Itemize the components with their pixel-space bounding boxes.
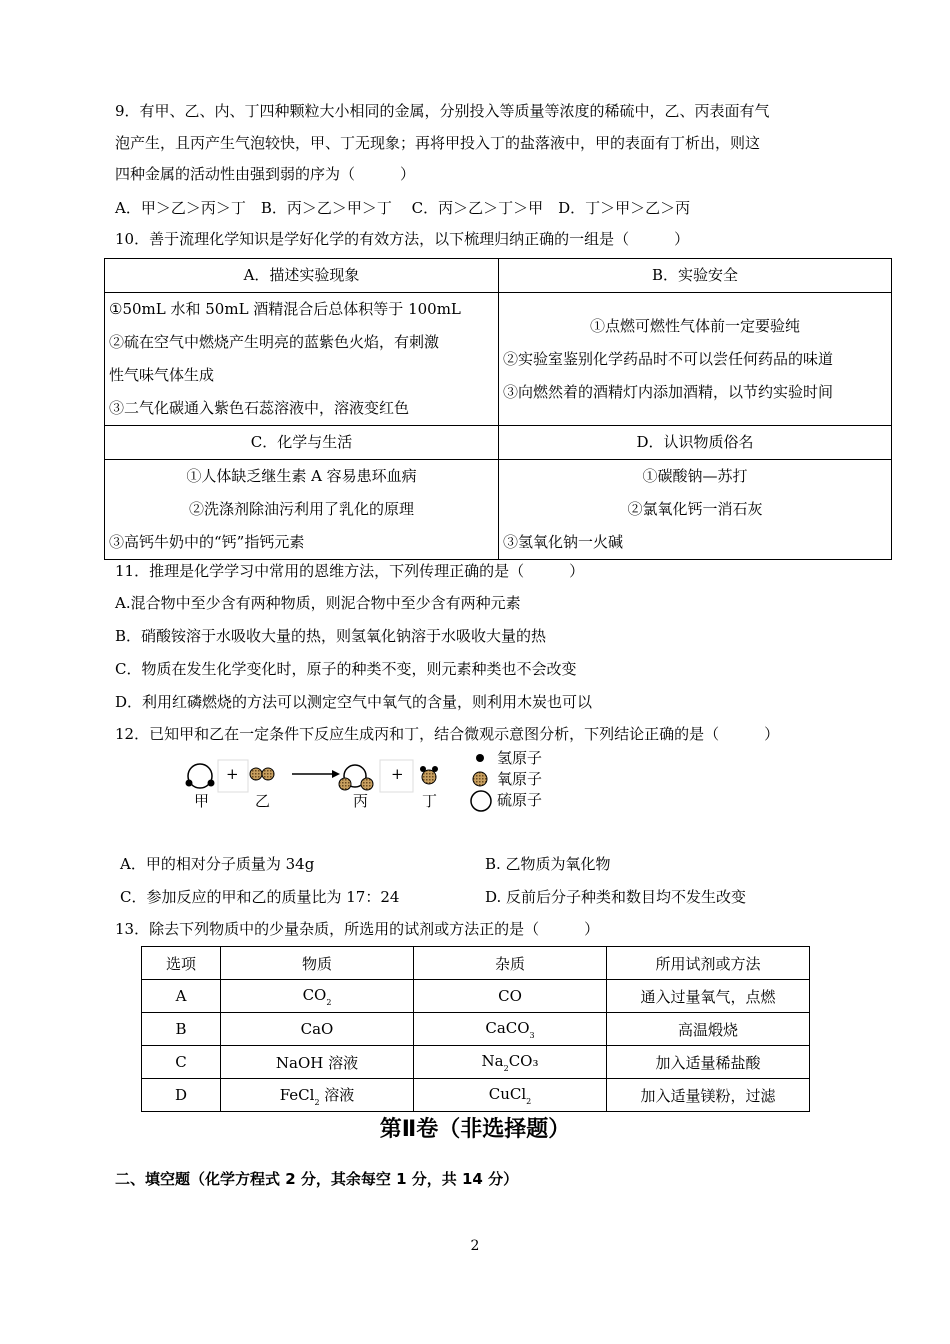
q9-line2: 泡产生，且丙产生气泡较快，甲、丁无现象；再将甲投入丁的盐落液中，甲的表面有丁析出，则这: [115, 134, 761, 152]
q10-d-cell: [499, 460, 892, 560]
molecule-jia: [186, 764, 215, 788]
q13-stem: 13．除去下列物质中的少量杂质，所选用的试剂或方法正的是（ ）: [115, 920, 600, 938]
table-row: [142, 980, 810, 1013]
q10-table: [104, 258, 892, 560]
q12-option-c: C．参加反应的甲和乙的质量比为 17：24: [120, 888, 400, 906]
row-method: 加入适量镁粉，过滤: [607, 1079, 810, 1112]
q10-b-line3: ③向燃然着的酒精灯内添加酒精，以节约实验时间: [503, 382, 834, 401]
q10-b-line1: ①点燃可燃性气体前一定要验纯: [589, 316, 800, 335]
legend-oxygen: 氧原子: [497, 770, 543, 788]
header-method: 所用试剂或方法: [607, 947, 810, 980]
row-option: A: [142, 980, 221, 1013]
q10-d-line2: ②氯氧化钙一消石灰: [627, 500, 763, 518]
plus-sign-1: +: [226, 765, 239, 783]
molecule-ding: [420, 766, 438, 784]
q9-line1: 9．有甲、乙、内、丁四种颗粒大小相同的金属，分别投入等质量等浓度的稀硫中，乙、丙表面有气: [115, 102, 770, 120]
row-method: 高温煅烧: [607, 1013, 810, 1046]
row-option: D: [142, 1079, 221, 1112]
legend-sulfur: 硫原子: [497, 791, 543, 809]
q10-a-line4: ③二气化碳通入紫色石蕊溶液中，溶液变红色: [109, 399, 410, 417]
q10-b-header: B．实验安全: [499, 259, 892, 293]
q13-table: [141, 946, 810, 1112]
q10-d-line1: ①碳酸钠—苏打: [642, 467, 748, 485]
table-row: [142, 1013, 810, 1046]
q10-a-cell: [105, 293, 499, 426]
molecule-bing: [339, 765, 373, 790]
q9-line3: 四种金属的活动性由强到弱的序为（ ）: [115, 165, 416, 183]
row-substance: FeCl$_2$ 溶液: [221, 1079, 414, 1112]
label-yi: 乙: [255, 792, 271, 810]
q10-a-header: A．描述实验现象: [105, 259, 499, 293]
row-method: 加入适量稀盐酸: [607, 1046, 810, 1079]
row-substance: $CO_2$: [221, 980, 414, 1013]
label-ding: 丁: [422, 792, 438, 810]
header-substance: 物质: [221, 947, 414, 980]
label-bing: 丙: [353, 792, 369, 810]
row-substance: CaO: [221, 1013, 414, 1046]
q10-stem: 10．善于流理化学知识是学好化学的有效方法，以下梳理归纳正确的一组是（ ）: [115, 230, 690, 248]
row-substance: NaOH 溶液: [221, 1046, 414, 1079]
section2-heading: 二、填空题（化学方程式 2 分，其余每空 1 分，共 14 分）: [115, 1170, 519, 1188]
plus-sign-2: +: [391, 765, 404, 783]
row-impurity: CO: [414, 980, 607, 1013]
legend-icons: [470, 748, 500, 813]
q10-a-line3: 性气味气体生成: [109, 366, 215, 384]
q11-option-a: A.混合物中至少含有两种物质，则泥合物中至少含有两种元素: [115, 594, 521, 612]
row-impurity: CuCl$_2$: [414, 1079, 607, 1112]
q10-c-cell: [105, 460, 499, 560]
q9-options: A．甲＞乙＞丙＞丁 B．丙＞乙＞甲＞丁 C．丙＞乙＞丁＞甲 D．丁＞甲＞乙＞丙: [115, 199, 691, 217]
sulfur-atom-icon: [471, 791, 491, 811]
q12-option-b: B. 乙物质为氧化物: [485, 855, 611, 873]
q10-c-line1: ①人体缺乏继生素 A 容易患环血病: [186, 467, 417, 485]
table-row: [142, 1046, 810, 1079]
q11-option-d: D．利用红磷燃烧的方法可以测定空气中氧气的含量，则利用木炭也可以: [115, 693, 593, 711]
hydrogen-atom-icon: [476, 754, 484, 762]
q10-a-line2: ②硫在空气中燃烧产生明亮的蓝紫色火焰，有刺激: [109, 333, 440, 351]
header-impurity: 杂质: [414, 947, 607, 980]
row-impurity: $Na_2CO_3$: [414, 1046, 607, 1079]
table-row: [142, 1079, 810, 1112]
q10-c-header: C．化学与生活: [105, 426, 499, 460]
q10-b-cell: [499, 293, 892, 426]
table-header-row: [142, 947, 810, 980]
q11-stem: 11．推理是化学学习中常用的恩维方法，下列传理正确的是（ ）: [115, 562, 585, 580]
header-option: 选项: [142, 947, 221, 980]
section-title: 第Ⅱ卷（非选择题）: [379, 1117, 571, 1142]
q12-option-a: A．甲的相对分子质量为 34g: [120, 855, 315, 873]
q10-a-line1: ①50mL 水和 50mL 酒精混合后总体积等于 100mL: [109, 300, 461, 318]
q12-option-d: D. 反前后分子种类和数目均不发生改变: [485, 888, 747, 906]
molecule-yi: [250, 768, 274, 780]
q10-c-line2: ②洗涤剂除油污利用了乳化的原理: [188, 500, 414, 518]
q12-stem: 12．已知甲和乙在一定条件下反应生成丙和丁，结合微观示意图分析，下列结论正确的是（ ）: [115, 725, 780, 743]
q10-b-line2: ②实验室鉴别化学药品时不可以尝任何药品的味道: [503, 349, 834, 368]
row-impurity: CaCO$_3$: [414, 1013, 607, 1046]
row-method: 通入过量氧气，点燃: [607, 980, 810, 1013]
legend-hydrogen: 氢原子: [497, 749, 543, 767]
row-option: C: [142, 1046, 221, 1079]
q11-option-c: C．物质在发生化学变化时，原子的种类不变，则元素种类也不会改变: [115, 660, 577, 678]
q10-c-line3: ③高钙牛奶中的“钙”指钙元素: [109, 533, 305, 551]
q10-d-header: D．认识物质俗名: [499, 426, 892, 460]
q11-option-b: B．硝酸铵溶于水吸收大量的热，则氢氧化钠溶于水吸收大量的热: [115, 627, 547, 645]
oxygen-atom-icon: [473, 772, 487, 786]
q10-d-line3: ③氢氧化钠一火碱: [503, 533, 624, 551]
page-number: 2: [470, 1238, 480, 1254]
label-jia: 甲: [194, 792, 210, 810]
row-option: B: [142, 1013, 221, 1046]
reaction-arrow: [292, 770, 340, 778]
